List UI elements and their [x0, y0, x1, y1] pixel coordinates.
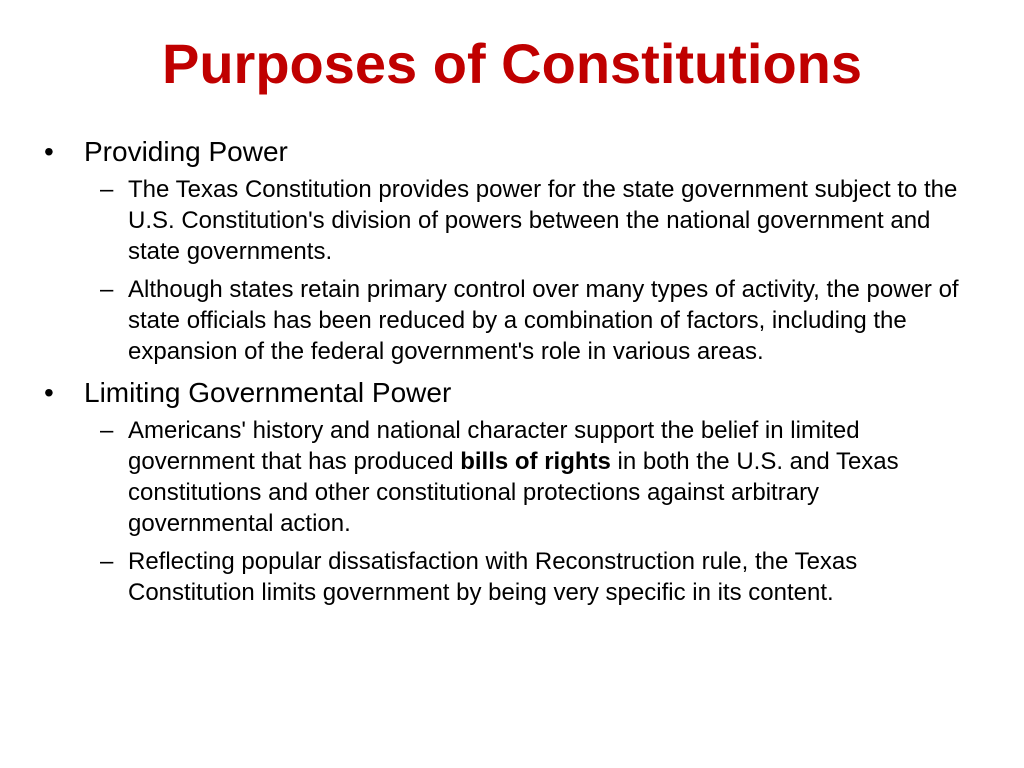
sub-bullet: [84, 546, 964, 608]
sub-bullet-marker: –: [100, 176, 114, 203]
sub-bullet: [84, 274, 964, 367]
sub-bullet: [84, 174, 964, 267]
bullet-heading: Providing Power: [84, 136, 288, 167]
bullet-marker: •: [44, 377, 54, 408]
sub-bullet-marker: –: [100, 417, 114, 444]
bullet-marker: •: [44, 136, 54, 167]
sub-bullet-text: The Texas Constitution provides power for the state government subject to the U.S. Constitution's division of powers between the national government and state governments.: [128, 176, 958, 265]
sub-bullet-text-after: in both the U.S. and Texas constitutions and other constitutional protections against arbitrary governmental action.: [128, 448, 899, 537]
slide-title: Purposes of Constitutions: [162, 32, 862, 95]
bullet-providing-power: [44, 133, 964, 171]
bold-term-bills-of-rights: bills of rights: [460, 448, 611, 475]
sub-bullet: [84, 415, 964, 539]
sub-bullet-marker: –: [100, 276, 114, 303]
sub-bullet-marker: –: [100, 548, 114, 575]
sub-bullet-text: Reflecting popular dissatisfaction with Reconstruction rule, the Texas Constitution limits government by being very specific in its content.: [128, 548, 858, 606]
sub-bullet-text-before: Americans' history and national character support the belief in limited government that has produced: [128, 417, 860, 475]
bullet-heading: Limiting Governmental Power: [84, 377, 452, 408]
slide-body: [44, 133, 964, 615]
bullet-limiting-governmental-power: [44, 374, 964, 412]
sub-bullet-text: Although states retain primary control over many types of activity, the power of state officials has been reduced by a combination of factors, including the expansion of the federal government's role in various areas.: [128, 276, 959, 365]
